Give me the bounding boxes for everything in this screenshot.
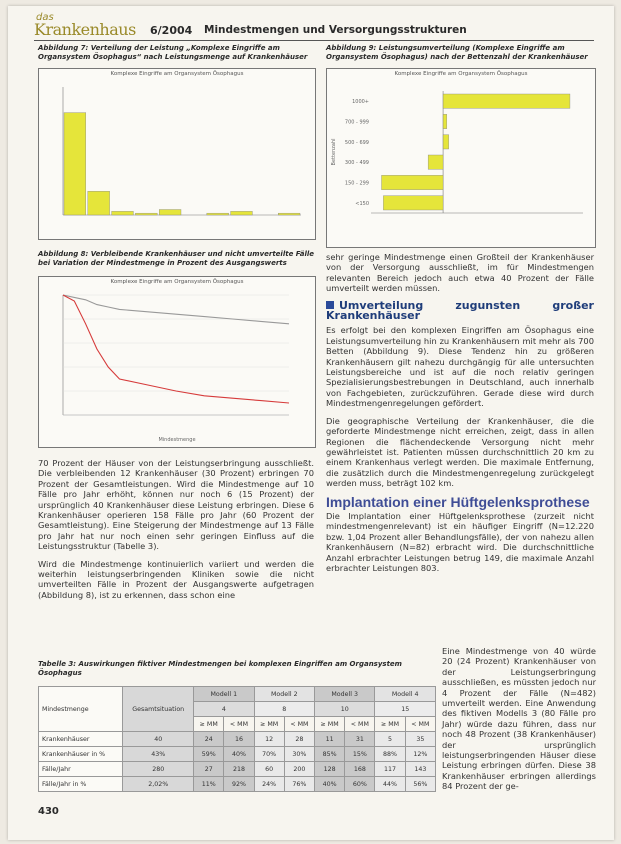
table-cell: 218	[224, 762, 254, 777]
table-cell: ≥ MM	[194, 717, 224, 732]
bar	[207, 213, 229, 215]
table-cell: 117	[375, 762, 405, 777]
table-cell: 88%	[375, 747, 405, 762]
right-bottom-text	[442, 646, 596, 799]
table-cell: 15%	[345, 747, 375, 762]
tick-label: <150	[355, 200, 369, 207]
table-cell: 40	[123, 732, 194, 747]
bar	[135, 213, 157, 215]
fig9-chart-title: Komplexe Eingriffe am Organsystem Ösophagus	[394, 71, 528, 77]
paragraph: Die Implantation einer Hüftgelenksprothese (zurzeit nicht mindestmengenrelevant) ist ein häufiger Eingriff (N=12.220 bzw. 1,04 Prozent aller Behandlungsfälle), der von nahezu allen Krankenhäusern (N=82) erbracht wird. Die durchschnittliche Anzahl erbrachter Leistungen betrug 149, die maximale Anzahl erbrachter Leistungen 803.	[326, 510, 594, 573]
bar	[383, 196, 443, 210]
table-cell: ≥ MM	[254, 717, 284, 732]
table-cell: 76%	[284, 777, 314, 792]
table-cell: < MM	[405, 717, 435, 732]
table-header-cell: Modell 2	[254, 687, 314, 702]
row-label: Fälle/Jahr	[39, 762, 123, 777]
bar	[88, 191, 110, 215]
fig9-svg	[327, 69, 595, 247]
logo-small: das	[36, 12, 54, 23]
bar	[428, 155, 443, 169]
y-axis-label: Bettenzahl	[331, 138, 337, 166]
page-number: 430	[38, 806, 59, 817]
table-cell: 60	[254, 762, 284, 777]
table-header-cell: Mindestmenge	[39, 687, 123, 732]
table-cell: 35	[405, 732, 435, 747]
table-cell: 60%	[345, 777, 375, 792]
bar	[112, 211, 134, 215]
page-header	[34, 12, 594, 41]
right-column-text	[326, 252, 594, 580]
table-cell: 128	[315, 762, 345, 777]
paragraph: Eine Mindestmenge von 40 würde 20 (24 Prozent) Krankenhäuser von der Leistungserbringung ausschließen, es müssten jedoch nur 4 Prozent der Fälle (N=482) umverteilt werden. Eine Anwendung des fiktiven Modells 3 (80 Fälle pro Jahr) würde dazu führen, dass nur noch 48 Prozent (38 Krankenhäuser) der ursprünglich leistungserbringenden Häuser diese Leistung erbringen dürfen. Diese 38 Krankenhäuser erbringen allerdings 84 Prozent der ge-	[442, 646, 596, 792]
tick-label: 500 - 699	[344, 139, 369, 146]
table3	[38, 686, 436, 792]
table-cell: 16	[224, 732, 254, 747]
table-cell: < MM	[345, 717, 375, 732]
table-cell: 31	[345, 732, 375, 747]
table-header-cell: Modell 4	[375, 687, 436, 702]
series-line	[63, 295, 289, 403]
table-cell: 40%	[224, 747, 254, 762]
table-cell: 15	[375, 702, 436, 717]
bar	[278, 213, 300, 215]
table-cell: 280	[123, 762, 194, 777]
fig9-chart	[326, 68, 596, 248]
table-cell: 40%	[315, 777, 345, 792]
bar	[64, 113, 86, 215]
table-cell: 12	[254, 732, 284, 747]
page	[8, 6, 614, 840]
table-cell: 10	[315, 702, 375, 717]
bar	[159, 210, 181, 215]
table3-caption: Tabelle 3: Auswirkungen fiktiver Mindestmengen bei komplexen Eingriffen am Organsystem Ösophagus	[38, 660, 402, 677]
tick-label: 300 - 499	[344, 160, 369, 167]
logo: Krankenhaus	[34, 20, 136, 39]
paragraph: sehr geringe Mindestmenge einen Großteil der Krankenhäuser von der Versorgung ausschließt, im für Mindestmengen relevanten Bereich jedoch auch etwa 40 Prozent der Fälle umverteilt werden müssen.	[326, 252, 594, 294]
paragraph: Die geographische Verteilung der Krankenhäuser, die die geforderte Mindestmenge nicht erreichen, zeigt, dass in allen Regionen die flächendeckende Versorgung nicht mehr gewährleistet ist. Patienten müssen durchschnittlich 20 km zu einem Krankenhaus verlegt werden. Die maximale Entfernung, die zusätzlich durch die Mindestmengenregelung zurückgelegt werden muss, beträgt 102 km.	[326, 415, 594, 489]
header-title: Mindestmengen und Versorgungsstrukturen	[204, 24, 467, 36]
table-cell: 28	[284, 732, 314, 747]
table-cell: 44%	[375, 777, 405, 792]
table3-body	[39, 732, 436, 792]
table-cell: 11%	[194, 777, 224, 792]
row-label: Krankenhäuser	[39, 732, 123, 747]
table-cell: 12%	[405, 747, 435, 762]
table-cell: 24	[194, 732, 224, 747]
table-cell: 5	[375, 732, 405, 747]
table3-wrap	[38, 686, 436, 792]
fig7-chart	[38, 68, 316, 240]
table-header-cell: Modell 1	[194, 687, 254, 702]
table-cell: 2,02%	[123, 777, 194, 792]
bar	[443, 94, 570, 108]
fig7-svg	[39, 69, 315, 239]
table-cell: < MM	[224, 717, 254, 732]
fig8-xlabel: Mindestmenge	[158, 437, 196, 443]
bar	[443, 135, 449, 149]
paragraph: Wird die Mindestmenge kontinuierlich variiert und werden die weiterhin leistungserbringenden Kliniken sowie die nicht umverteilten Fälle in Prozent der Ausgangswerte aufgetragen (Abbildung 8), ist zu erkennen, dass schon eine	[38, 558, 314, 600]
table-cell: 27	[194, 762, 224, 777]
bullet-square-icon	[326, 301, 334, 309]
table-cell: < MM	[284, 717, 314, 732]
section-heading-hueftgelenk: Implantation einer Hüftgelenksprothese	[326, 493, 590, 510]
table-cell: 11	[315, 732, 345, 747]
left-column-text	[38, 458, 314, 607]
table-cell: ≥ MM	[315, 717, 345, 732]
row-label: Fälle/Jahr in %	[39, 777, 123, 792]
table-cell: 200	[284, 762, 314, 777]
table-row	[39, 747, 436, 762]
section-heading-umverteilung: Umverteilung zugunsten großer Krankenhäuser	[326, 298, 594, 323]
issue-number: 6/2004	[150, 24, 193, 37]
table-row	[39, 762, 436, 777]
table-cell: 56%	[405, 777, 435, 792]
table-cell: 70%	[254, 747, 284, 762]
table-cell: 30%	[284, 747, 314, 762]
table-row	[39, 777, 436, 792]
table-cell: 8	[254, 702, 314, 717]
table-cell: 143	[405, 762, 435, 777]
paragraph: 70 Prozent der Häuser von der Leistungserbringung ausschließt. Die verbleibenden 12 Krankenhäuser (30 Prozent) erbringen 70 Prozent der Gesamtleistungen. Wird die Mindestmenge auf 10 Fälle pro Jahr erhöht, können nur noch 6 (15 Prozent) der ursprünglich 40 Krankenhäuser diese Leistung erbringen. Diese 6 Krankenhäuser operieren 158 Fälle pro Jahr (60 Prozent der Gesamtleistung). Eine Steigerung der Mindestmenge auf 13 Fälle pro Jahr hat nur noch einen sehr geringen Einfluss auf die Leistungsstruktur (Tabelle 3).	[38, 458, 314, 552]
series-line	[63, 295, 289, 324]
fig8-chart	[38, 276, 316, 448]
table-cell: 92%	[224, 777, 254, 792]
table-row	[39, 732, 436, 747]
paragraph: Es erfolgt bei den komplexen Eingriffen am Ösophagus eine Leistungsumverteilung hin zu Krankenhäusern mit mehr als 700 Betten (Abbildung 9). Diese Tendenz hin zu größeren Krankenhäusern gilt nahezu durchgängig für alle untersuchten Leistungsbereiche und ist auf die noch relativ geringen Spezialisierungsbestrebungen in Deutschland, auch innerhalb von Fachgebieten, zurückzuführen. Gerade diese wird durch Mindestmengenregelungen gefördert.	[326, 325, 594, 409]
table-cell: 59%	[194, 747, 224, 762]
table-header-cell: Modell 3	[315, 687, 375, 702]
tick-label: 1000+	[352, 99, 369, 106]
fig8-chart-title: Komplexe Eingriffe am Organsystem Ösophagus	[110, 279, 244, 285]
bar	[443, 114, 447, 128]
fig7-caption: Abbildung 7: Verteilung der Leistung „Komplexe Eingriffe am Organsystem Ösophagus“ nach Leistungsmenge auf Krankenhäuser	[38, 44, 308, 61]
table-cell: 4	[194, 702, 254, 717]
table-cell: 43%	[123, 747, 194, 762]
fig8-svg	[39, 277, 315, 447]
table-header-row	[39, 687, 436, 702]
tick-label: 700 - 999	[344, 119, 369, 126]
table-cell: ≥ MM	[375, 717, 405, 732]
fig8-caption: Abbildung 8: Verbleibende Krankenhäuser und nicht umverteilte Fälle bei Variation der Mindestmenge in Prozent des Ausgangswerts	[38, 250, 315, 267]
bar	[231, 211, 253, 215]
table-cell: 24%	[254, 777, 284, 792]
table-cell: 168	[345, 762, 375, 777]
table-header-cell: Gesamtsituation	[123, 687, 194, 732]
row-label: Krankenhäuser in %	[39, 747, 123, 762]
table-cell: 85%	[315, 747, 345, 762]
tick-label: 150 - 299	[344, 180, 369, 187]
fig9-caption: Abbildung 9: Leistungsumverteilung (Komplexe Eingriffe am Organsystem Ösophagus) nach der Bettenzahl der Krankenhäuser	[326, 44, 588, 61]
fig7-chart-title: Komplexe Eingriffe am Organsystem Ösophagus	[110, 71, 244, 77]
bar	[382, 175, 444, 189]
